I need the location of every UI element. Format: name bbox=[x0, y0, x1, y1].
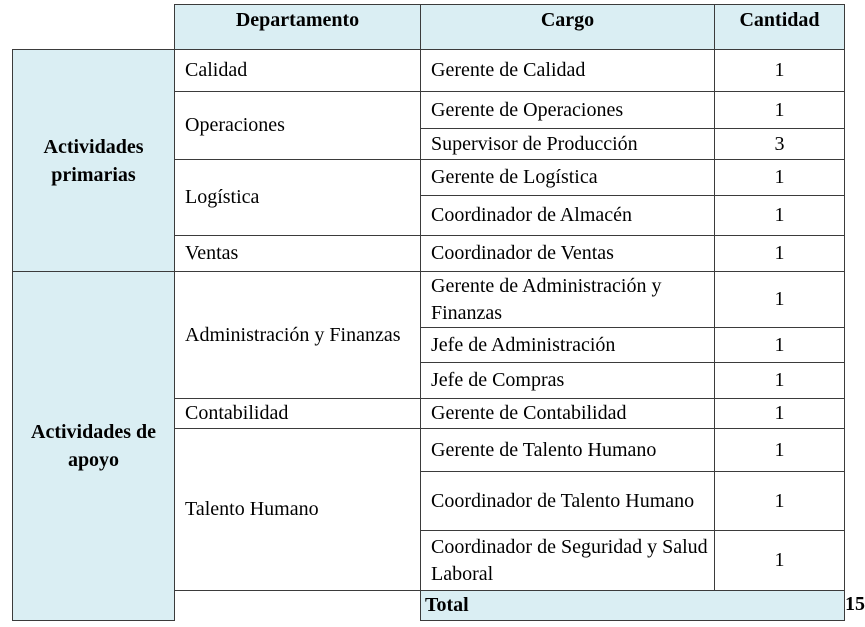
cantidad-cell: 1 bbox=[715, 363, 845, 399]
dept-operaciones: Operaciones bbox=[175, 92, 421, 160]
group-label-primarias: Actividades primarias bbox=[13, 50, 175, 272]
cantidad-cell: 1 bbox=[715, 196, 845, 236]
dept-logistica: Logística bbox=[175, 160, 421, 236]
cantidad-cell: 1 bbox=[715, 92, 845, 129]
cantidad-cell: 1 bbox=[715, 531, 845, 591]
total-label: Total bbox=[421, 591, 845, 621]
cargo-cell: Gerente de Administración y Finanzas bbox=[421, 272, 715, 328]
cantidad-cell: 1 bbox=[715, 236, 845, 272]
cargo-cell: Jefe de Compras bbox=[421, 363, 715, 399]
cargo-cell: Coordinador de Almacén bbox=[421, 196, 715, 236]
header-blank-cell bbox=[13, 5, 175, 50]
header-row bbox=[13, 5, 845, 50]
cantidad-cell: 3 bbox=[715, 129, 845, 160]
header-departamento: Departamento bbox=[175, 5, 421, 50]
cantidad-cell: 1 bbox=[715, 160, 845, 196]
cantidad-cell: 1 bbox=[715, 328, 845, 363]
cargo-cell: Coordinador de Ventas bbox=[421, 236, 715, 272]
cantidad-cell: 1 bbox=[715, 429, 845, 472]
cargo-cell: Coordinador de Seguridad y Salud Laboral bbox=[421, 531, 715, 591]
cargo-cell: Supervisor de Producción bbox=[421, 129, 715, 160]
cargo-cell: Gerente de Talento Humano bbox=[421, 429, 715, 472]
staffing-table bbox=[12, 4, 865, 621]
total-blank-cell bbox=[175, 591, 421, 621]
dept-contabilidad: Contabilidad bbox=[175, 399, 421, 429]
cargo-cell: Gerente de Operaciones bbox=[421, 92, 715, 129]
dept-talento-humano: Talento Humano bbox=[175, 429, 421, 591]
cargo-cell: Jefe de Administración bbox=[421, 328, 715, 363]
cargo-cell: Gerente de Logística bbox=[421, 160, 715, 196]
header-cantidad: Cantidad bbox=[715, 5, 845, 50]
cargo-cell: Coordinador de Talento Humano bbox=[421, 472, 715, 531]
cargo-cell: Gerente de Calidad bbox=[421, 50, 715, 92]
dept-administracion-finanzas: Administración y Finanzas bbox=[175, 272, 421, 399]
dept-ventas: Ventas bbox=[175, 236, 421, 272]
table-row bbox=[13, 272, 845, 328]
group-label-apoyo: Actividades de apoyo bbox=[13, 272, 175, 621]
dept-calidad: Calidad bbox=[175, 50, 421, 92]
cantidad-cell: 1 bbox=[715, 399, 845, 429]
cantidad-cell: 1 bbox=[715, 472, 845, 531]
cantidad-cell: 1 bbox=[715, 272, 845, 328]
cantidad-cell: 1 bbox=[715, 50, 845, 92]
cargo-cell: Gerente de Contabilidad bbox=[421, 399, 715, 429]
header-cargo: Cargo bbox=[421, 5, 715, 50]
total-row: Total 15 bbox=[13, 591, 845, 621]
table-row bbox=[13, 50, 845, 92]
